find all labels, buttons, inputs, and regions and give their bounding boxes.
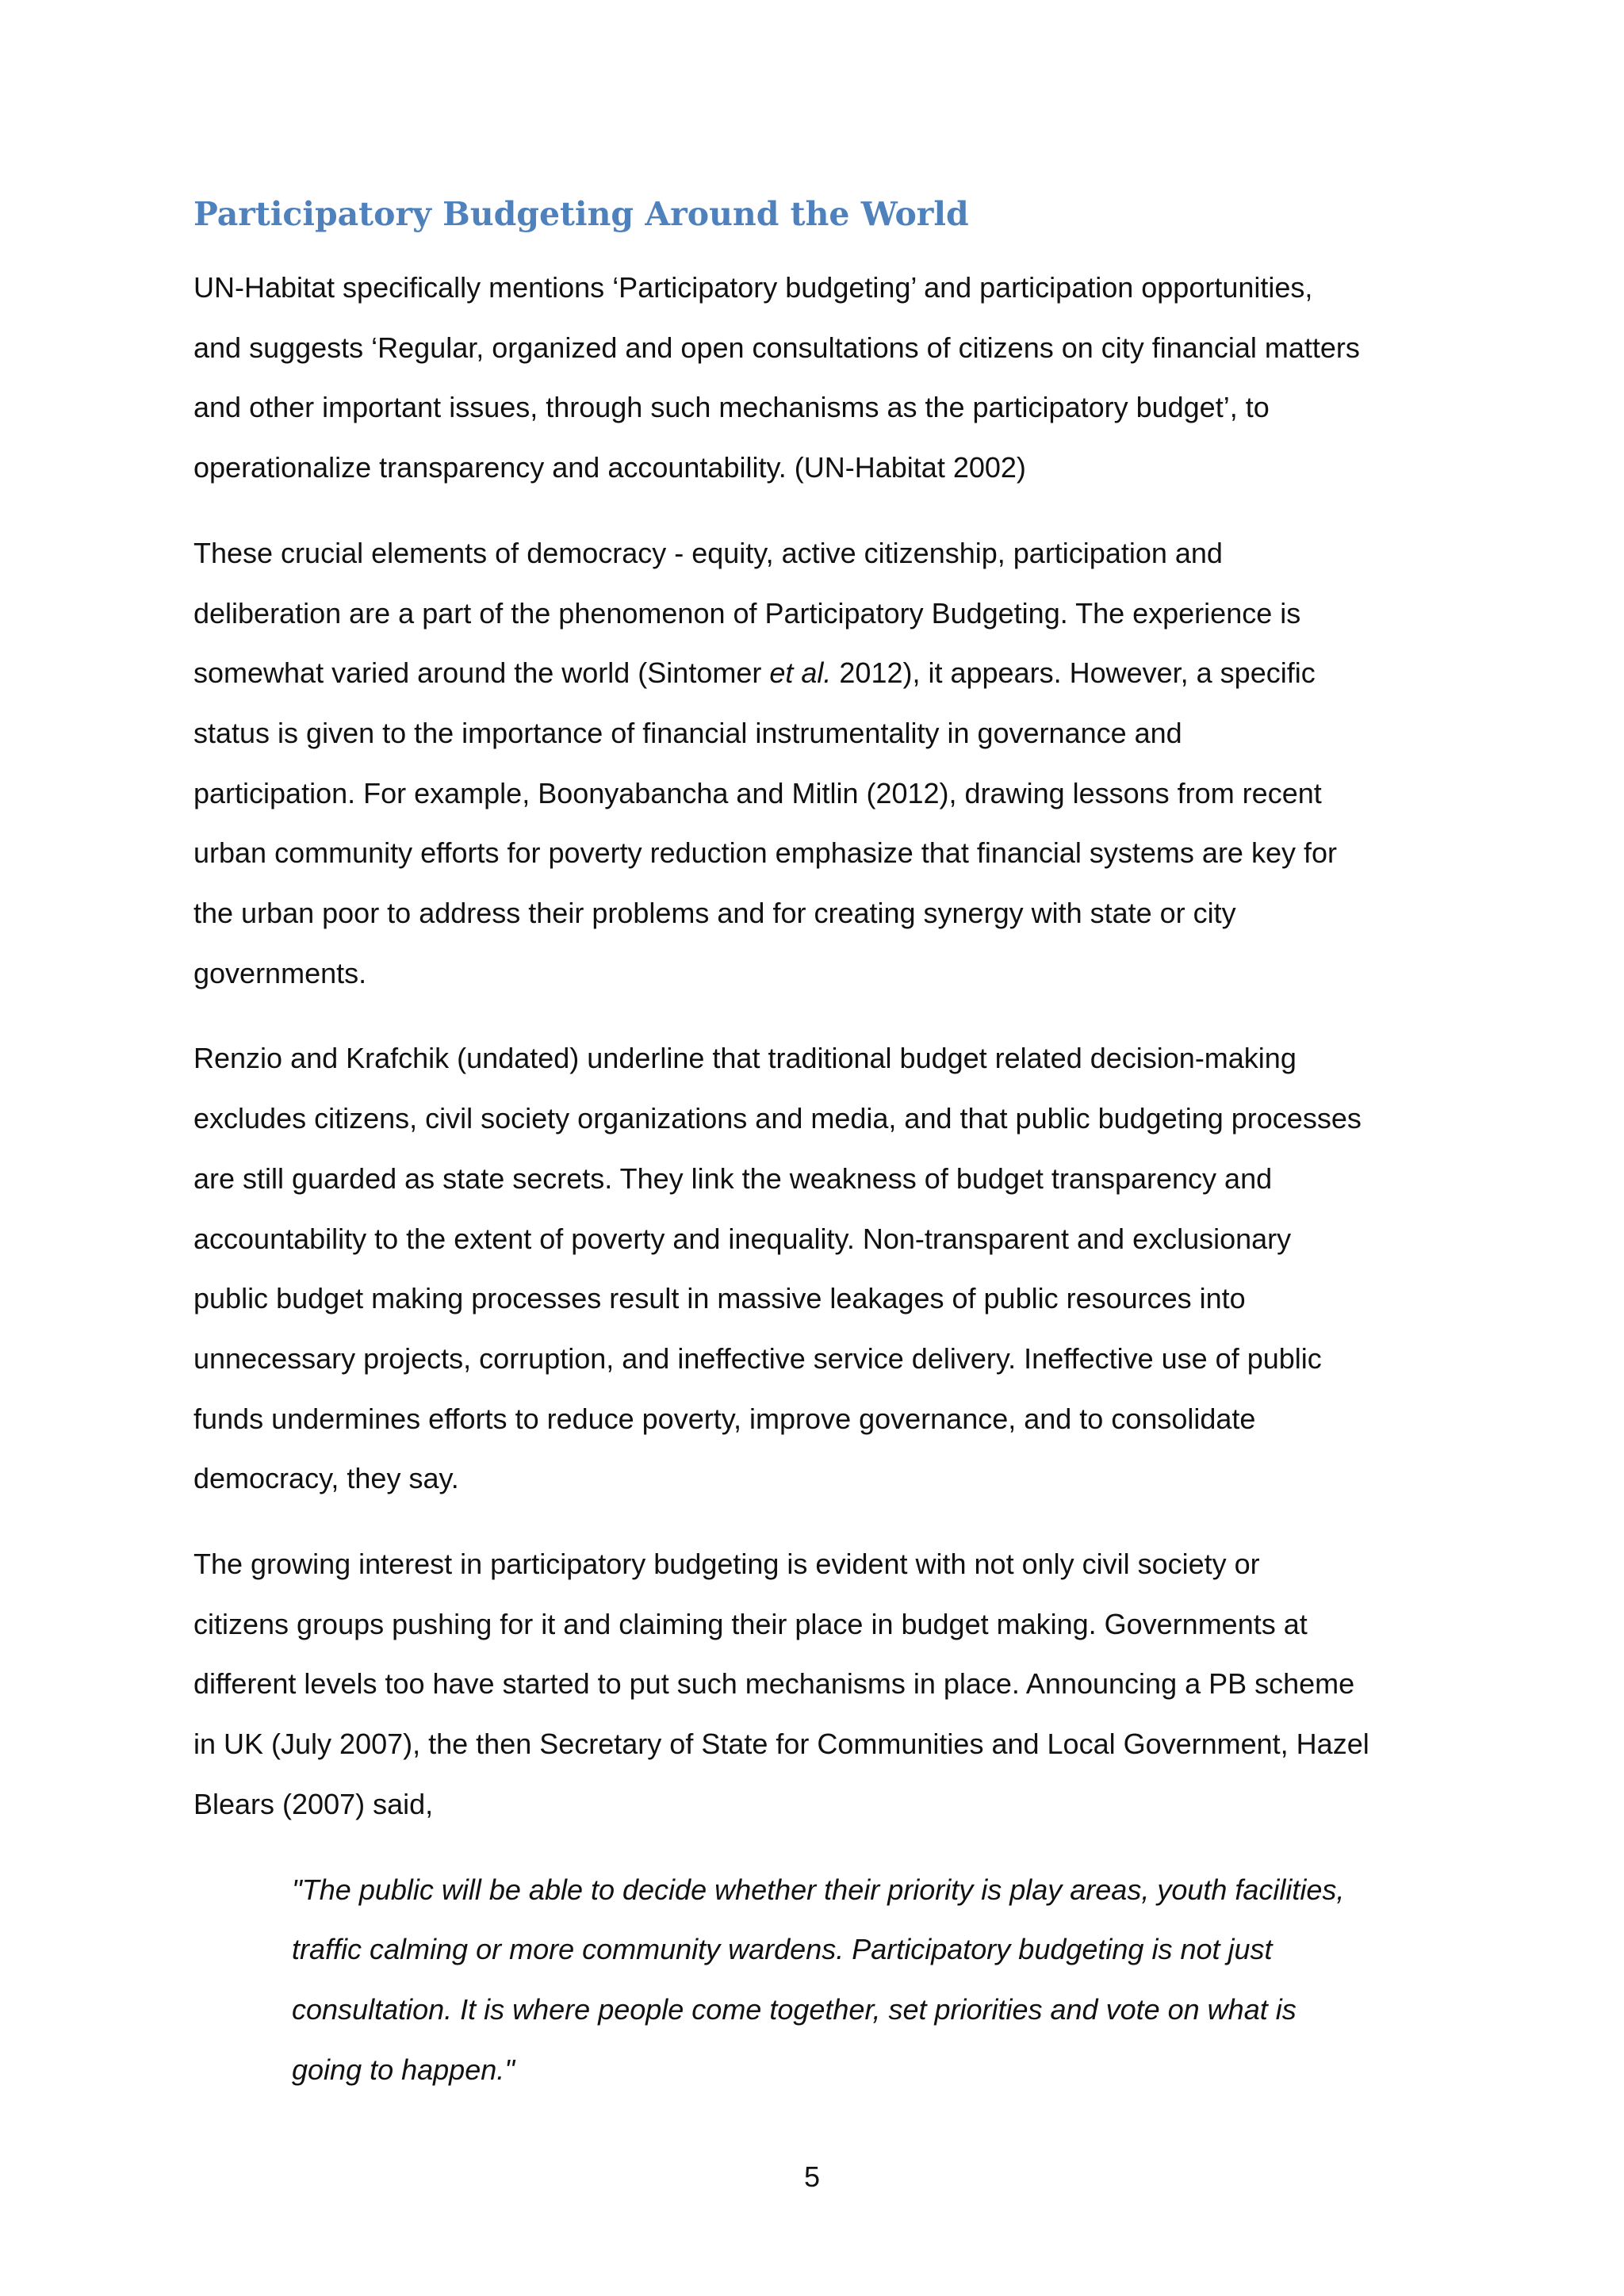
block-quote: "The public will be able to decide whether their priority is play areas, youth facilities, traffic calming or more community wardens. Participatory budgeting is not just consultation. It is where people come together, set priorities and vote on what is going to happen.": [292, 1873, 1345, 2086]
italic-citation-et-al: et al.: [769, 656, 832, 690]
paragraph-growing-interest: The growing interest in participatory budgeting is evident with not only civil society or citizens groups pushing for it and claiming their place in budget making. Governments at different levels too have started to put such mechanisms in place. Announcing a PB scheme in UK (July 2007), the then Secretary of State for Communities and Local Government, Hazel Blears (2007) said,: [193, 1548, 1369, 1820]
paragraph-text-segment: These crucial elements of democracy - equity, active citizenship, participation and deliberation are a part of the phenomenon of Participatory Budgeting. The experience is somewhat varied around the world (Sintomer: [193, 536, 1301, 690]
section-heading: Participatory Budgeting Around the World: [193, 195, 969, 233]
paragraph-text-segment: 2012), it appears. However, a specific status is given to the importance of financial instrumentality in governance and participation. For example, Boonyabancha and Mitlin (2012), drawing lessons from recent urban community efforts for poverty reduction emphasize that financial systems are key for the urban poor to address their problems and for creating synergy with state or city governments.: [193, 656, 1337, 989]
paragraph-democracy-elements: [193, 523, 1431, 1004]
page-number: 5: [803, 2160, 821, 2193]
page-content: [193, 186, 1431, 2099]
paragraph-un-habitat: UN-Habitat specifically mentions ‘Participatory budgeting’ and participation opportunities, and suggests ‘Regular, organized and open consultations of citizens on city financial matters and other important issues, through such mechanisms as the participatory budget’, to operationalize transparency and accountability. (UN-Habitat 2002): [193, 271, 1360, 484]
paragraph-renzio-krafchik: Renzio and Krafchik (undated) underline that traditional budget related decision-making excludes citizens, civil society organizations and media, and that public budgeting processes are still guarded as state secrets. They link the weakness of budget transparency and accountability to the extent of poverty and inequality. Non-transparent and exclusionary public budget making processes result in massive leakages of public resources into unnecessary projects, corruption, and ineffective service delivery. Ineffective use of public funds undermines efforts to reduce poverty, improve governance, and to consolidate democracy, they say.: [193, 1042, 1362, 1495]
